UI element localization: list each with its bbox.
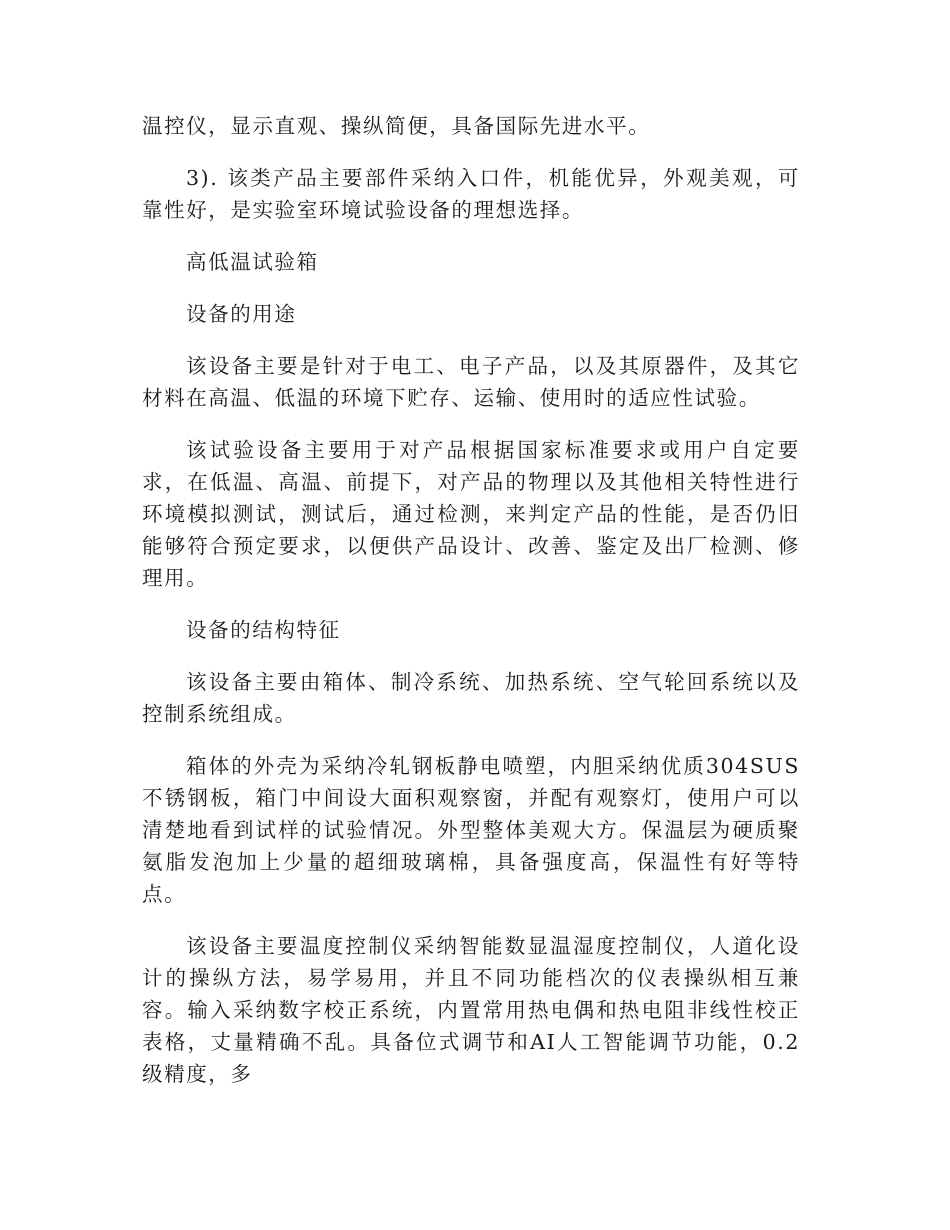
paragraph-controller: 该设备主要温度控制仪采纳智能数显温湿度控制仪，人道化设计的操纵方法，易学易用，并且不同功能档次的仪表操纵相互兼容。输入采纳数字校正系统，内置常用热电偶和热电阻非线性校正表格，丈量精确不乱。具备位式调节和AI人工智能调节功能，0.2级精度，多 xyxy=(142,934,800,1086)
paragraph-testing: 该试验设备主要用于对产品根据国家标准要求或用户自定要求，在低温、高温、前提下，对产品的物理以及其他相关特性进行环境模拟测试，测试后，通过检测，来判定产品的性能，是否仍旧能够符合预定要求，以便供产品设计、改善、鉴定及出厂检测、修理用。 xyxy=(142,438,800,590)
paragraph-purpose: 该设备主要是针对于电工、电子产品，以及其原器件，及其它材料在高温、低温的环境下贮存、运输、使用时的适应性试验。 xyxy=(142,354,800,410)
paragraph-product-advantages: 3). 该类产品主要部件采纳入口件，机能优异，外观美观，可靠性好，是实验室环境试验设备的理想选择。 xyxy=(142,166,800,222)
heading-purpose: 设备的用途 xyxy=(186,302,297,326)
paragraph-continuation: 温控仪，显示直观、操纵简便，具备国际先进水平。 xyxy=(142,114,651,138)
paragraph-composition: 该设备主要由箱体、制冷系统、加热系统、空气轮回系统以及控制系统组成。 xyxy=(142,670,800,726)
heading-structure: 设备的结构特征 xyxy=(186,618,341,642)
paragraph-cabinet: 箱体的外壳为采纳冷轧钢板静电喷塑，内胆采纳优质304SUS不锈钢板，箱门中间设大面积观察窗，并配有观察灯，使用户可以清楚地看到试样的试验情况。外型整体美观大方。保温层为硬质聚氨脂发泡加上少量的超细玻璃棉，具备强度高，保温性有好等特点。 xyxy=(142,754,800,906)
heading-chamber: 高低温试验箱 xyxy=(186,250,319,274)
document-page xyxy=(142,110,800,1090)
